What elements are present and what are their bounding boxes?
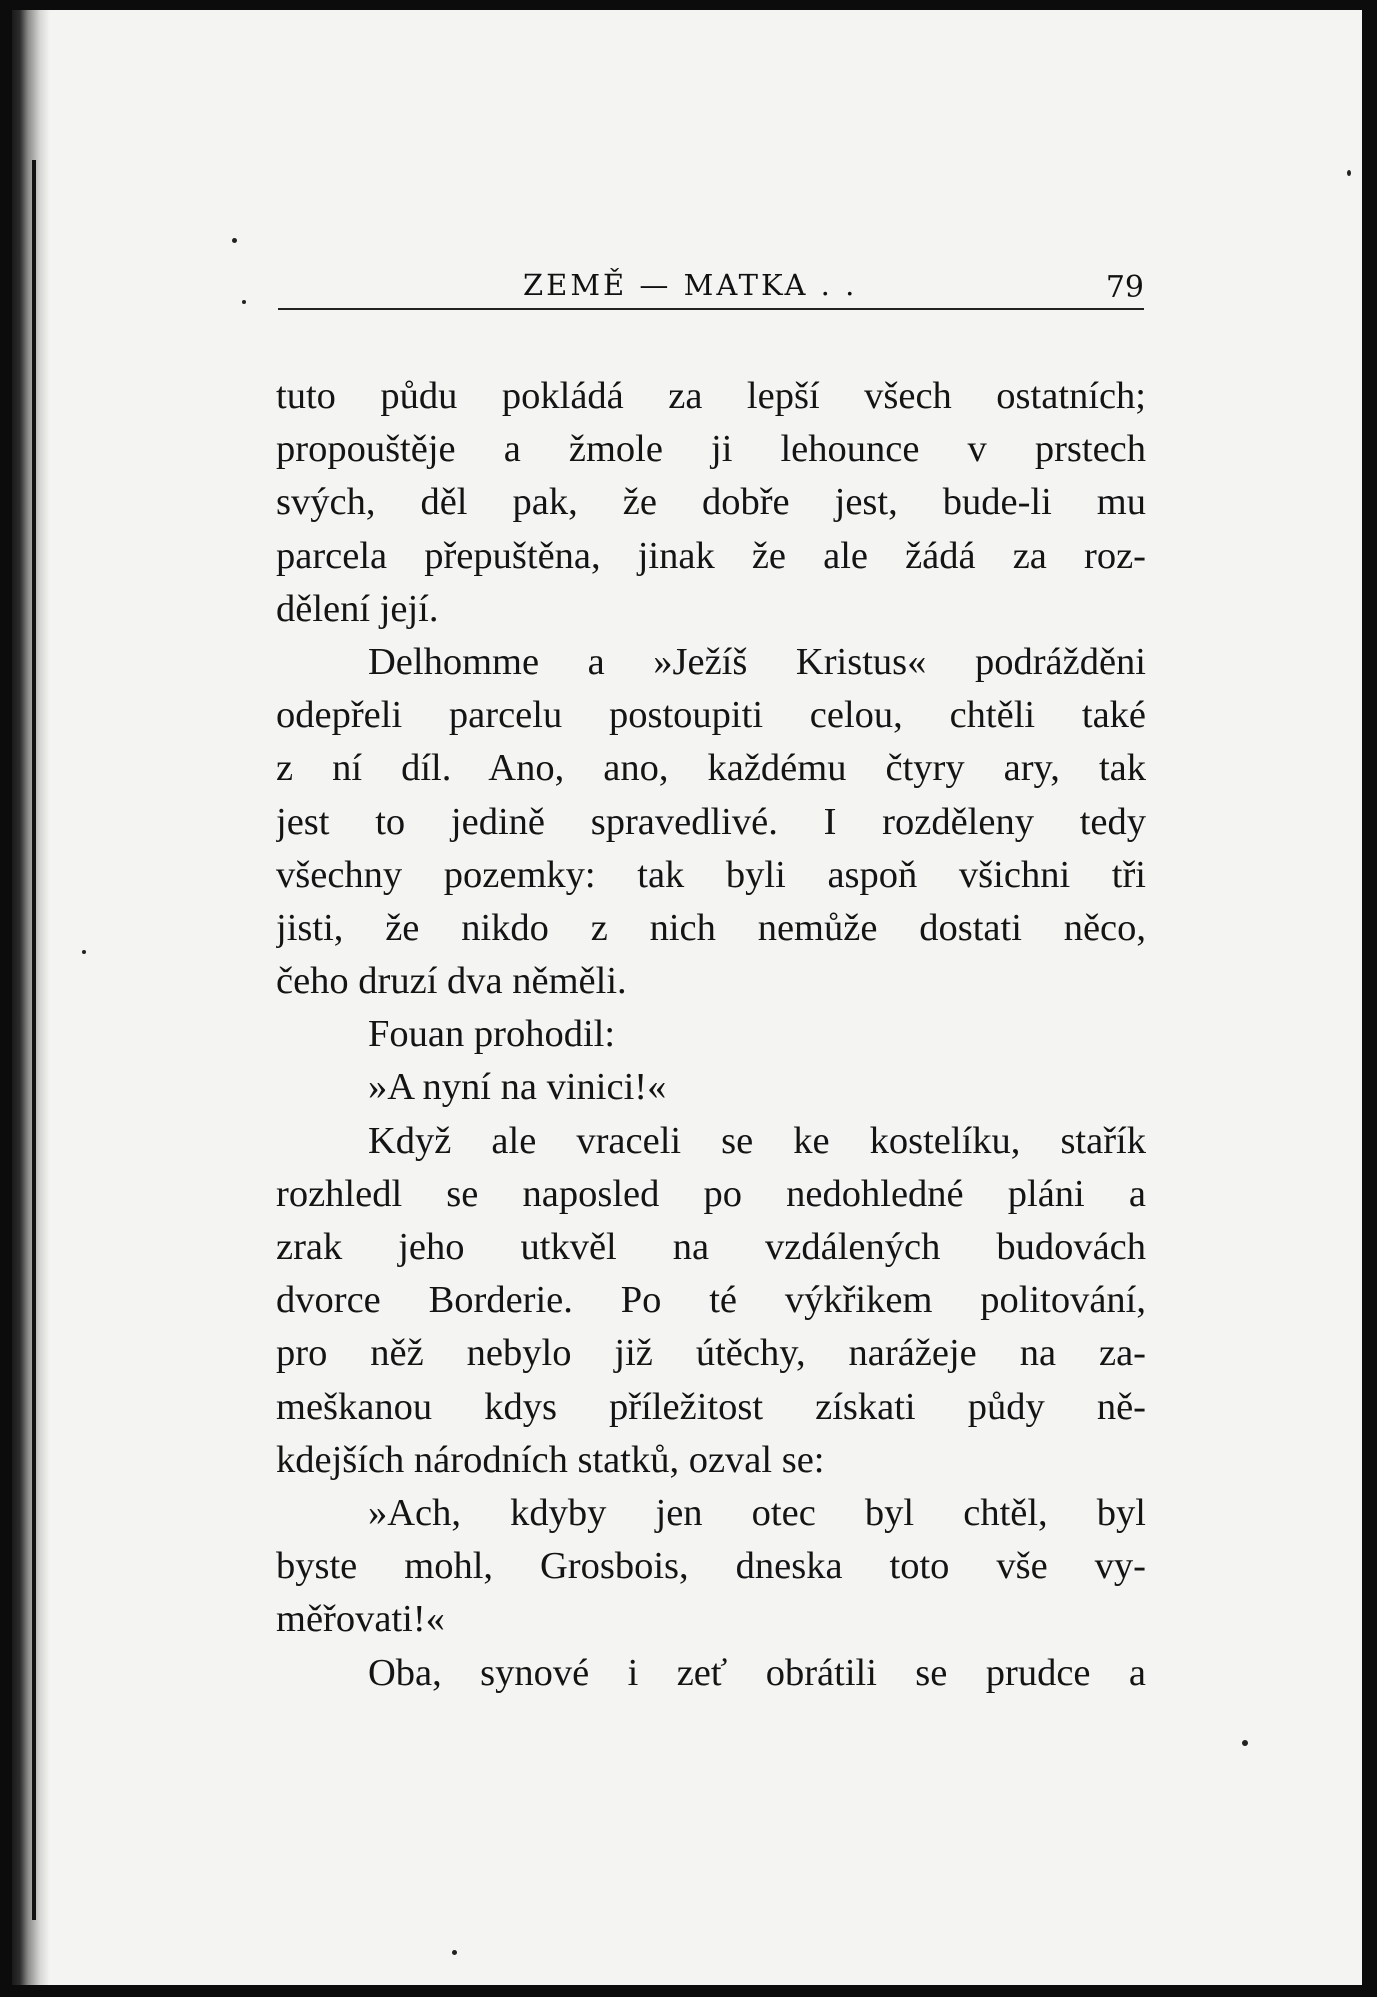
text-line: »A nyní na vinici!« [368, 1066, 667, 1109]
text-line: jisti, že nikdo z nich nemůže dostati něco, [276, 906, 1146, 949]
text-line: tuto půdu pokládá za lepší všech ostatních; [276, 375, 1146, 417]
running-head-title: ZEMĚ — MATKA . . [523, 268, 858, 302]
text-line: Oba, synové i zeť obrátili se prudce a [368, 1651, 1146, 1694]
ink-speck [232, 238, 237, 243]
text-line: dělení její. [276, 587, 439, 630]
text-line: z ní díl. Ano, ano, každému čtyry ary, tak [276, 747, 1146, 790]
ink-speck [82, 950, 86, 954]
text-line: parcela přepuštěna, jinak že ale žádá za roz- [276, 534, 1146, 577]
text-line: pro něž nebylo již útěchy, narážeje na za- [276, 1332, 1146, 1375]
text-line: zrak jeho utkvěl na vzdálených budovách [276, 1226, 1146, 1268]
text-line: jest to jedině spravedlivé. I rozděleny tedy [276, 800, 1146, 843]
body-text [276, 370, 1146, 1700]
text-line: Když ale vraceli se ke kostelíku, stařík [368, 1119, 1146, 1162]
page-number: 79 [1105, 270, 1144, 305]
ink-speck [242, 300, 246, 304]
text-line: čeho druzí dva něměli. [276, 960, 627, 1003]
ink-speck [452, 1950, 457, 1955]
text-line: kdejších národních statků, ozval se: [276, 1438, 825, 1481]
ink-speck [1242, 1740, 1248, 1746]
text-line: byste mohl, Grosbois, dneska toto vše vy- [276, 1545, 1146, 1588]
text-line: svých, děl pak, že dobře jest, bude-li mu [276, 481, 1146, 524]
text-line: měřovati!« [276, 1598, 445, 1641]
text-line: meškanou kdys příležitost získati půdy ně- [276, 1385, 1146, 1428]
text-line: dvorce Borderie. Po té výkřikem politování, [276, 1279, 1146, 1322]
text-line: rozhledl se naposled po nedohledné pláni a [276, 1172, 1146, 1215]
ink-speck [1347, 170, 1351, 176]
spine-edge-line [32, 160, 36, 1920]
text-line: Fouan prohodil: [368, 1013, 616, 1056]
text-line: Delhomme a »Ježíš Kristus« podrážděni [368, 640, 1146, 683]
text-line: propouštěje a žmole ji lehounce v prstech [276, 428, 1146, 471]
text-line: »Ach, kdyby jen otec byl chtěl, byl [368, 1491, 1146, 1534]
text-line: odepřeli parcelu postoupiti celou, chtěli také [276, 694, 1146, 737]
book-spine-shadow [12, 10, 50, 1985]
running-head [278, 262, 1144, 310]
book-page [12, 10, 1362, 1985]
text-line: všechny pozemky: tak byli aspoň všichni tři [276, 853, 1146, 896]
